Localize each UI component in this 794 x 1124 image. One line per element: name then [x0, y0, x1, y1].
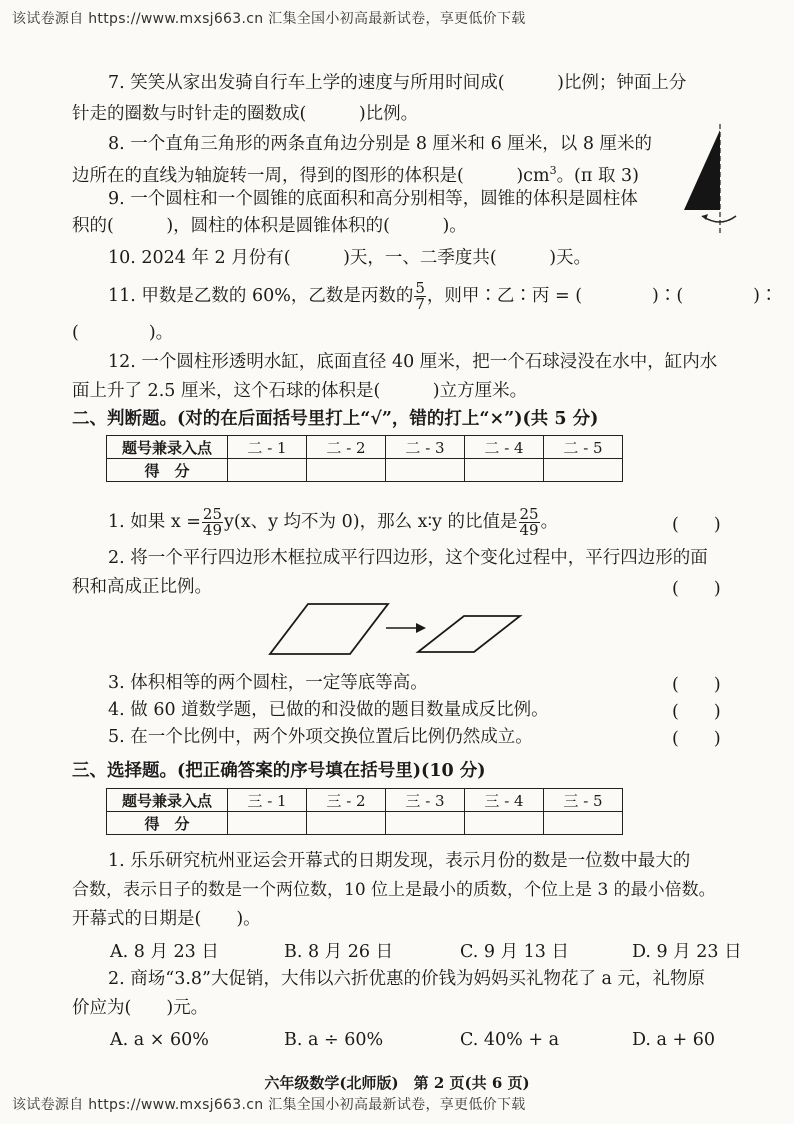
choice-q1-option-d[interactable]: D. 9 月 23 日	[632, 942, 742, 962]
choice-q1-option-b[interactable]: B. 8 月 26 日	[284, 942, 394, 962]
judge-q1-pre: 1. 如果 x =	[108, 512, 201, 532]
q7-line1: 7. 笑笑从家出发骑自行车上学的速度与所用时间成( )比例；钟面上分	[108, 73, 687, 93]
judge-q1-frac2-numerator: 25	[519, 505, 539, 523]
q12-line2: 面上升了 2.5 厘米，这个石球的体积是( )立方厘米。	[72, 381, 528, 401]
choice-score-cell-3[interactable]	[386, 812, 465, 835]
choice-q1-option-c[interactable]: C. 9 月 13 日	[460, 942, 569, 962]
judge-table-header: 题号兼录入点	[107, 436, 228, 459]
q7-line2: 针走的圈数与时针走的圈数成( )比例。	[72, 104, 419, 124]
judge-q1-frac-numerator: 25	[202, 505, 223, 523]
parallelogram-original	[270, 604, 388, 654]
judge-q1	[108, 507, 558, 538]
judge-score-label: 得 分	[107, 459, 228, 482]
choice-q2-line2: 价应为( )元。	[72, 998, 209, 1018]
q11-pre: 11. 甲数是乙数的 60%，乙数是丙数的	[108, 286, 414, 306]
q11-post: ，则甲∶乙∶丙 = ( )∶( )∶	[426, 286, 778, 306]
q8-line2	[72, 158, 639, 189]
judge-q4: 4. 做 60 道数学题，已做的和没做的题目数量成反比例。	[108, 700, 549, 720]
q9-line1: 9. 一个圆柱和一个圆锥的底面积和高分别相等，圆锥的体积是圆柱体	[108, 189, 638, 209]
q11-frac-numerator: 5	[415, 279, 425, 297]
judge-col-1: 二 - 1	[228, 436, 307, 459]
parallelogram-figure	[268, 600, 524, 660]
choice-q1-option-a[interactable]: A. 8 月 23 日	[110, 942, 219, 962]
choice-col-4: 三 - 4	[465, 789, 544, 812]
judge-q1-fraction-2	[519, 507, 540, 538]
choice-q1-line3: 开幕式的日期是( )。	[72, 909, 261, 929]
choice-q2-option-a[interactable]: A. a × 60%	[110, 1030, 209, 1050]
choice-q2-line1: 2. 商场“3.8”大促销，大伟以六折优惠的价钱为妈妈买礼物花了 a 元，礼物原	[108, 969, 706, 989]
choice-col-3: 三 - 3	[386, 789, 465, 812]
parallelogram-stretched	[418, 616, 520, 652]
judge-col-2: 二 - 2	[307, 436, 386, 459]
q10-line: 10. 2024 年 2 月份有( )天，一、二季度共( )天。	[108, 248, 592, 268]
q8-line2-post: 。(π 取 3)	[556, 165, 639, 186]
choice-score-table	[106, 788, 623, 835]
judge-col-4: 二 - 4	[465, 436, 544, 459]
page-footer: 六年级数学(北师版) 第 2 页(共 6 页)	[264, 1074, 530, 1092]
judge-q4-answer-paren[interactable]: ( )	[672, 702, 721, 722]
judge-score-table	[106, 435, 623, 482]
triangle-rotation-figure	[680, 124, 740, 236]
q8-line1: 8. 一个直角三角形的两条直角边分别是 8 厘米和 6 厘米，以 8 厘米的	[108, 134, 653, 154]
judge-score-cell-3[interactable]	[386, 459, 465, 482]
q9-line2: 积的( )，圆柱的体积是圆锥体积的( )。	[72, 216, 467, 236]
choice-score-cell-1[interactable]	[228, 812, 307, 835]
judge-q3: 3. 体积相等的两个圆柱，一定等底等高。	[108, 673, 428, 693]
q11-line1	[108, 281, 778, 312]
choice-q2-option-b[interactable]: B. a ÷ 60%	[284, 1030, 384, 1050]
choice-q2-option-d[interactable]: D. a + 60	[632, 1030, 716, 1050]
judge-q5-answer-paren[interactable]: ( )	[672, 729, 721, 749]
q11-frac-denominator: 7	[415, 295, 425, 313]
choice-score-cell-2[interactable]	[307, 812, 386, 835]
choice-score-label: 得 分	[107, 812, 228, 835]
watermark-top: 该试卷源自 https://www.mxsj663.cn 汇集全国小初高最新试卷，享更低价下载	[12, 11, 526, 27]
choice-col-1: 三 - 1	[228, 789, 307, 812]
choice-score-cell-4[interactable]	[465, 812, 544, 835]
judge-score-cell-2[interactable]	[307, 459, 386, 482]
q8-unit-sup: 3	[549, 164, 557, 177]
q12-line1: 12. 一个圆柱形透明水缸，底面直径 40 厘米，把一个石球浸没在水中，缸内水	[108, 352, 718, 372]
choice-q2-option-c[interactable]: C. 40% + a	[460, 1030, 560, 1050]
judge-q2-line2: 积和高成正比例。	[72, 577, 212, 597]
section-choice-title: 三、选择题。(把正确答案的序号填在括号里)(10 分)	[72, 761, 486, 781]
judge-q3-answer-paren[interactable]: ( )	[672, 675, 721, 695]
judge-q1-answer-paren[interactable]: ( )	[672, 515, 721, 535]
judge-q1-frac2-denominator: 49	[519, 521, 539, 539]
watermark-bottom: 该试卷源自 https://www.mxsj663.cn 汇集全国小初高最新试卷，享更低价下载	[12, 1097, 526, 1113]
judge-col-5: 二 - 5	[544, 436, 623, 459]
choice-col-2: 三 - 2	[307, 789, 386, 812]
section-judge-title: 二、判断题。(对的在后面括号里打上“√”，错的打上“×”)(共 5 分)	[72, 409, 599, 429]
transform-arrowhead	[416, 623, 426, 633]
judge-q1-frac-denominator: 49	[202, 521, 223, 539]
choice-q1-line2: 合数，表示日子的数是一个两位数，10 位上是最小的质数，个位上是 3 的最小倍数。	[72, 880, 716, 900]
q11-line2: ( )。	[72, 323, 174, 343]
choice-table-header: 题号兼录入点	[107, 789, 228, 812]
judge-q1-post: 。	[540, 512, 559, 532]
q11-fraction	[414, 281, 426, 312]
judge-q2-answer-paren[interactable]: ( )	[672, 579, 721, 599]
judge-score-cell-1[interactable]	[228, 459, 307, 482]
judge-q2-line1: 2. 将一个平行四边形木框拉成平行四边形，这个变化过程中，平行四边形的面	[108, 548, 708, 568]
q8-line2-pre: 边所在的直线为轴旋转一周，得到的图形的体积是( )cm	[72, 165, 550, 186]
judge-q1-fraction	[202, 507, 223, 538]
right-triangle	[684, 130, 720, 210]
rotation-arrow	[702, 216, 736, 222]
judge-score-cell-4[interactable]	[465, 459, 544, 482]
judge-score-cell-5[interactable]	[544, 459, 623, 482]
choice-score-cell-5[interactable]	[544, 812, 623, 835]
judge-col-3: 二 - 3	[386, 436, 465, 459]
judge-q1-mid: y(x、y 均不为 0)，那么 x∶y 的比值是	[224, 512, 518, 532]
choice-q1-line1: 1. 乐乐研究杭州亚运会开幕式的日期发现，表示月份的数是一位数中最大的	[108, 851, 691, 871]
judge-q5: 5. 在一个比例中，两个外项交换位置后比例仍然成立。	[108, 727, 533, 747]
choice-col-5: 三 - 5	[544, 789, 623, 812]
